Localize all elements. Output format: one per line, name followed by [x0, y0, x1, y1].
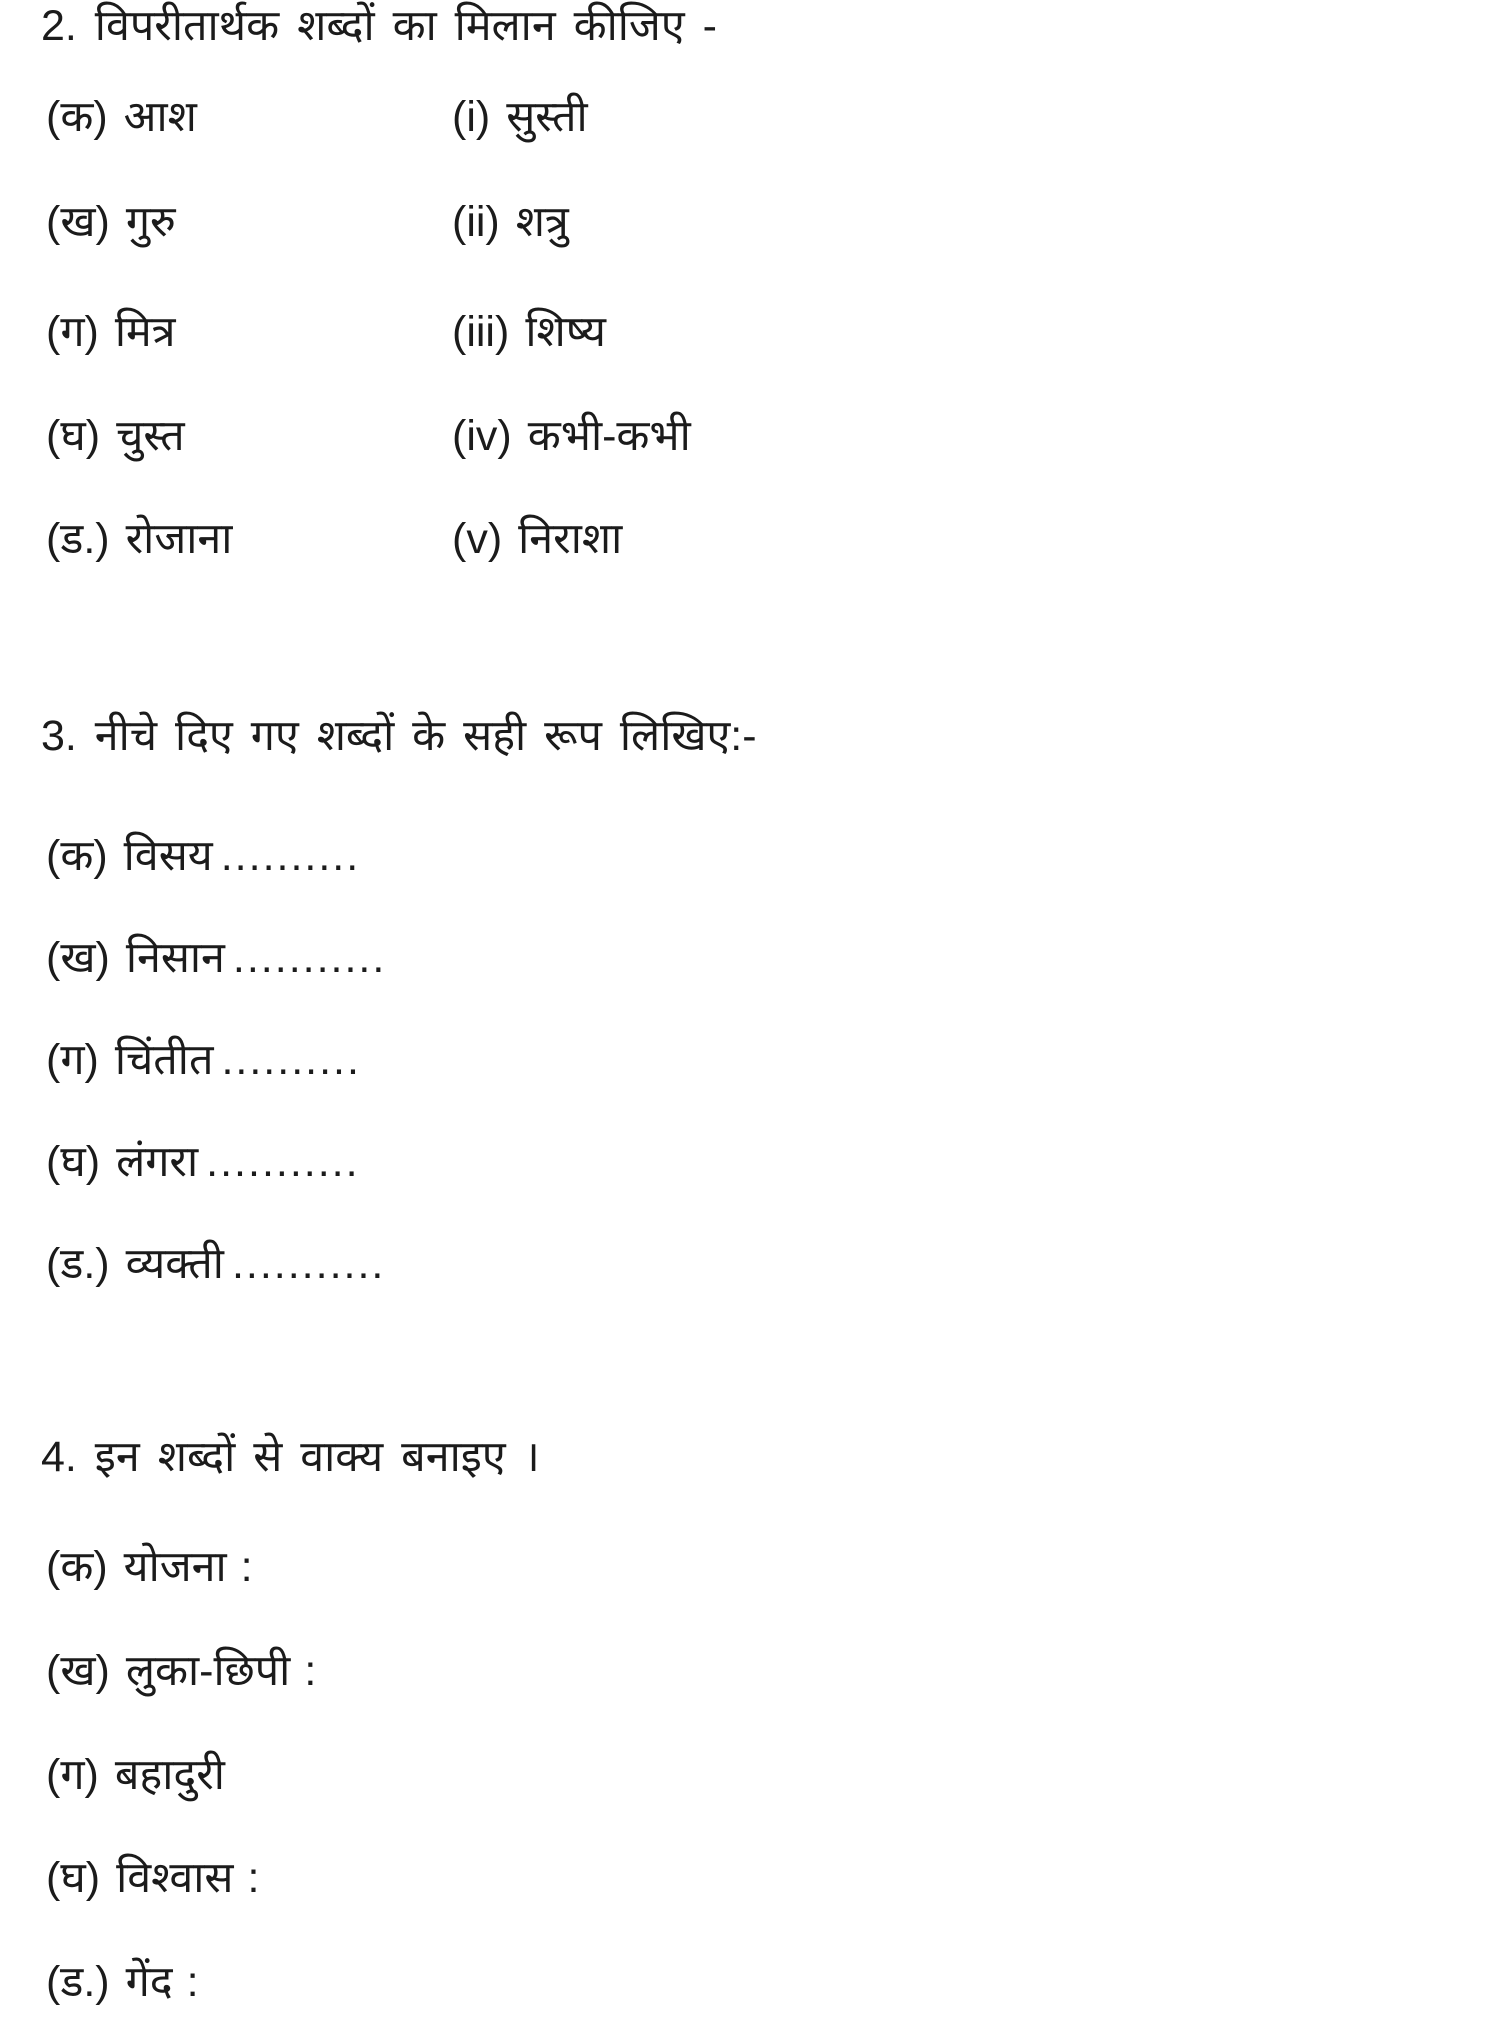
sentence-word: लुका-छिपी — [125, 1647, 291, 1695]
match-left-label: (ड.) — [46, 515, 110, 563]
answer-blank-dots: ........... — [232, 934, 387, 982]
fill-in-label: (क) — [46, 832, 108, 880]
sentence-word: विश्वास — [116, 1854, 234, 1902]
fill-in-word: विसय — [123, 832, 213, 880]
sentence-word: बहादुरी — [114, 1751, 225, 1799]
match-left-word: रोजाना — [125, 515, 233, 563]
fill-in-label: (ड.) — [46, 1240, 110, 1288]
sentence-label: (ग) — [46, 1751, 99, 1799]
fill-in-word: व्यक्ती — [125, 1240, 224, 1288]
match-right-word: शत्रु — [515, 198, 569, 246]
colon-separator: : — [247, 1854, 260, 1902]
colon-separator: : — [304, 1647, 317, 1695]
question-2-title: 2. विपरीतार्थक शब्दों का मिलान कीजिए - — [41, 2, 717, 50]
match-left-label: (ख) — [46, 198, 110, 246]
question-3-title: 3. नीचे दिए गए शब्दों के सही रूप लिखिए:- — [41, 712, 757, 760]
match-right-word: कभी-कभी — [527, 412, 691, 460]
match-right-word: निराशा — [518, 515, 623, 563]
answer-blank-dots: ........... — [231, 1240, 386, 1288]
match-left-word: चुस्त — [116, 412, 185, 460]
fill-in-word: लंगरा — [116, 1138, 199, 1186]
match-right-label: (ii) — [452, 198, 500, 246]
sentence-label: (क) — [46, 1543, 108, 1591]
match-right-label: (v) — [452, 515, 503, 563]
answer-blank-dots: .......... — [221, 1036, 361, 1084]
sentence-label: (घ) — [46, 1854, 101, 1902]
match-right-label: (iv) — [452, 412, 512, 460]
sentence-label: (ख) — [46, 1647, 110, 1695]
match-right-word: शिष्य — [525, 308, 606, 356]
match-left-label: (घ) — [46, 412, 101, 460]
match-left-word: मित्र — [114, 308, 176, 356]
fill-in-label: (ख) — [46, 934, 110, 982]
fill-in-word: चिंतीत — [114, 1036, 214, 1084]
fill-in-label: (घ) — [46, 1138, 101, 1186]
sentence-word: योजना — [123, 1543, 227, 1591]
match-left-label: (ग) — [46, 308, 99, 356]
question-4-title: 4. इन शब्दों से वाक्य बनाइए । — [41, 1433, 540, 1481]
answer-blank-dots: ........... — [206, 1138, 360, 1186]
sentence-label: (ड.) — [46, 1958, 110, 2006]
colon-separator: : — [240, 1543, 253, 1591]
match-left-word: गुरु — [125, 198, 176, 246]
fill-in-label: (ग) — [46, 1036, 99, 1084]
sentence-word: गेंद — [125, 1958, 173, 2006]
match-left-word: आश — [123, 93, 197, 141]
fill-in-word: निसान — [125, 934, 225, 982]
match-right-label: (i) — [452, 93, 491, 141]
match-right-label: (iii) — [452, 308, 510, 356]
match-left-label: (क) — [46, 93, 108, 141]
answer-blank-dots: .......... — [220, 832, 361, 880]
colon-separator: : — [186, 1958, 199, 2006]
match-right-word: सुस्ती — [506, 93, 588, 141]
